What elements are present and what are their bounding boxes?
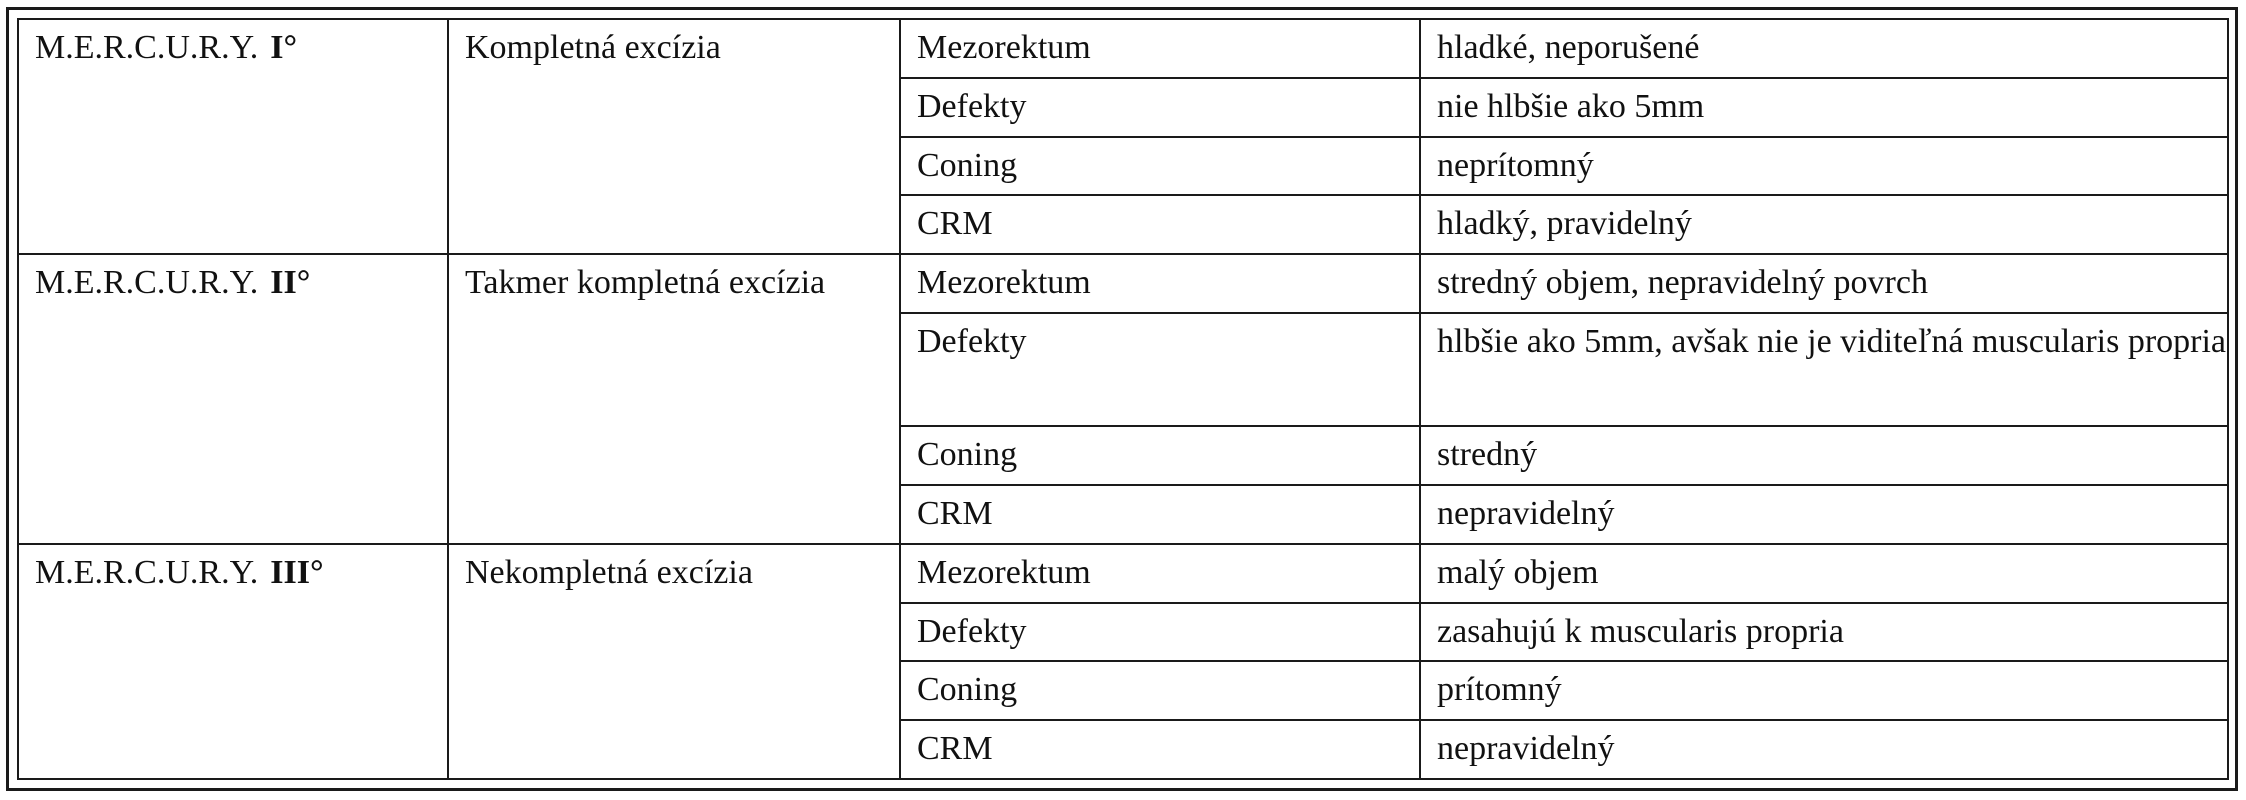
table-row bbox=[18, 254, 2228, 313]
criterion-cell: CRM bbox=[900, 485, 1420, 544]
table-outer-frame bbox=[6, 7, 2238, 791]
finding-cell: stredný objem, nepravidelný povrch bbox=[1420, 254, 2228, 313]
criterion-cell: Defekty bbox=[900, 603, 1420, 662]
finding-cell: hladké, neporušené bbox=[1420, 19, 2228, 78]
criterion-cell: CRM bbox=[900, 195, 1420, 254]
table-row bbox=[18, 19, 2228, 78]
excision-cell: Takmer kompletná excízia bbox=[448, 254, 900, 544]
grade-cell-3 bbox=[18, 544, 448, 779]
criterion-cell: Coning bbox=[900, 426, 1420, 485]
grade-cell-2 bbox=[18, 254, 448, 544]
grade-cell-1 bbox=[18, 19, 448, 254]
grade-value: II° bbox=[270, 264, 311, 302]
table-row bbox=[18, 544, 2228, 603]
criterion-cell: Mezorektum bbox=[900, 254, 1420, 313]
mercury-grading-table bbox=[17, 18, 2229, 780]
finding-cell: hlbšie ako 5mm, avšak nie je viditeľná muscularis propria bbox=[1420, 313, 2228, 426]
finding-cell: neprítomný bbox=[1420, 137, 2228, 196]
criterion-cell: Coning bbox=[900, 661, 1420, 720]
finding-cell: nepravidelný bbox=[1420, 485, 2228, 544]
finding-cell: stredný bbox=[1420, 426, 2228, 485]
finding-cell: nie hlbšie ako 5mm bbox=[1420, 78, 2228, 137]
excision-cell: Kompletná excízia bbox=[448, 19, 900, 254]
finding-cell: nepravidelný bbox=[1420, 720, 2228, 779]
finding-cell: zasahujú k muscularis propria bbox=[1420, 603, 2228, 662]
grade-label: M.E.R.C.U.R.Y. bbox=[35, 553, 259, 591]
criterion-cell: Mezorektum bbox=[900, 19, 1420, 78]
criterion-cell: Defekty bbox=[900, 313, 1420, 426]
grade-value: III° bbox=[270, 553, 324, 591]
grade-value: I° bbox=[270, 29, 298, 66]
grade-label: M.E.R.C.U.R.Y. bbox=[35, 29, 259, 66]
finding-cell: malý objem bbox=[1420, 544, 2228, 603]
criterion-cell: Mezorektum bbox=[900, 544, 1420, 603]
criterion-cell: CRM bbox=[900, 720, 1420, 779]
excision-cell: Nekompletná excízia bbox=[448, 544, 900, 779]
finding-cell: hladký, pravidelný bbox=[1420, 195, 2228, 254]
finding-cell: prítomný bbox=[1420, 661, 2228, 720]
criterion-cell: Coning bbox=[900, 137, 1420, 196]
grade-label: M.E.R.C.U.R.Y. bbox=[35, 264, 259, 302]
criterion-cell: Defekty bbox=[900, 78, 1420, 137]
